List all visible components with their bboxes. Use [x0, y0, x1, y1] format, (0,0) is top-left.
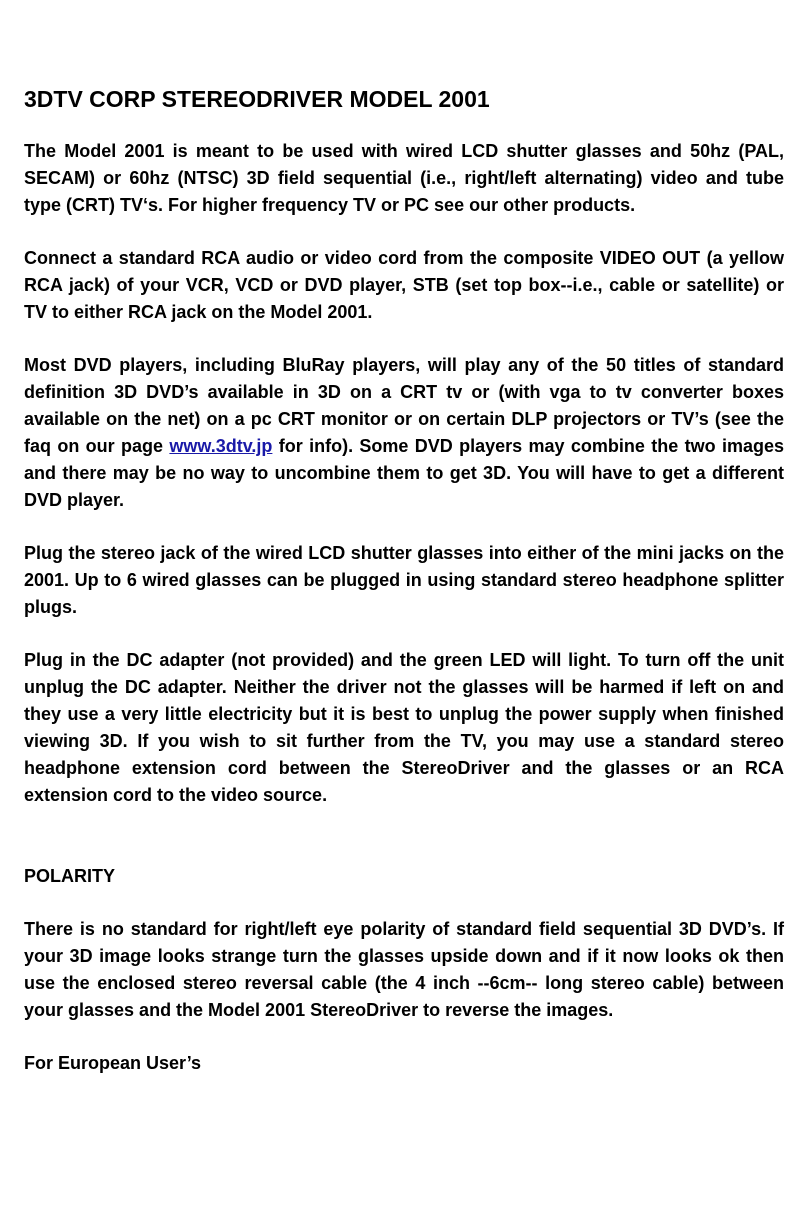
plug-glasses-paragraph: Plug the stereo jack of the wired LCD shutter glasses into either of the mini jacks on the 2001. Up to 6 wired glasses can be plugged in using standard stereo headphone splitter plugs.: [24, 543, 784, 617]
polarity-paragraph: There is no standard for right/left eye polarity of standard field sequential 3D DVD’s. If your 3D image looks strange turn the glasses upside down and if it now looks ok then use the enclosed stereo reversal cable (the 4 inch --6cm-- long stereo cable) between your glasses and the Model 2001 StereoDriver to reverse the images.: [24, 919, 784, 1020]
website-link[interactable]: www.3dtv.jp: [169, 436, 273, 456]
connect-paragraph: Connect a standard RCA audio or video cord from the composite VIDEO OUT (a yellow RCA jack) of your VCR, VCD or DVD player, STB (set top box--i.e., cable or satellite) or TV to either RCA jack on the Model 2001.: [24, 248, 784, 322]
dvd-text-after-link: for info). Some DVD players may combine the two images and there may be no way to uncombine them to get 3D. You will have to get a different DVD player.: [24, 436, 784, 510]
polarity-heading: POLARITY: [24, 866, 116, 886]
dvd-paragraph: [24, 352, 784, 514]
intro-paragraph: The Model 2001 is meant to be used with wired LCD shutter glasses and 50hz (PAL, SECAM) or 60hz (NTSC) 3D field sequential (i.e., right/left alternating) video and tube type (CRT) TV‘s. For higher frequency TV or PC see our other products.: [24, 141, 784, 215]
document-page: [24, 84, 784, 1103]
dvd-text-before-link: Most DVD players, including BluRay players, will play any of the 50 titles of standard definition 3D DVD’s available in 3D on a CRT tv or (with vga to tv converter boxes available on the net) on a pc CRT monitor or on certain DLP projectors or TV’s (see the faq on our page: [24, 355, 784, 456]
european-users-heading: For European User’s: [24, 1053, 202, 1073]
plug-dc-paragraph: Plug in the DC adapter (not provided) and the green LED will light. To turn off the unit unplug the DC adapter. Neither the driver not the glasses will be harmed if left on and they use a very little electricity but it is best to unplug the power supply when finished viewing 3D. If you wish to sit further from the TV, you may use a standard stereo headphone extension cord between the StereoDriver and the glasses or an RCA extension cord to the video source.: [24, 650, 784, 805]
document-title: 3DTV CORP STEREODRIVER MODEL 2001: [24, 86, 490, 112]
